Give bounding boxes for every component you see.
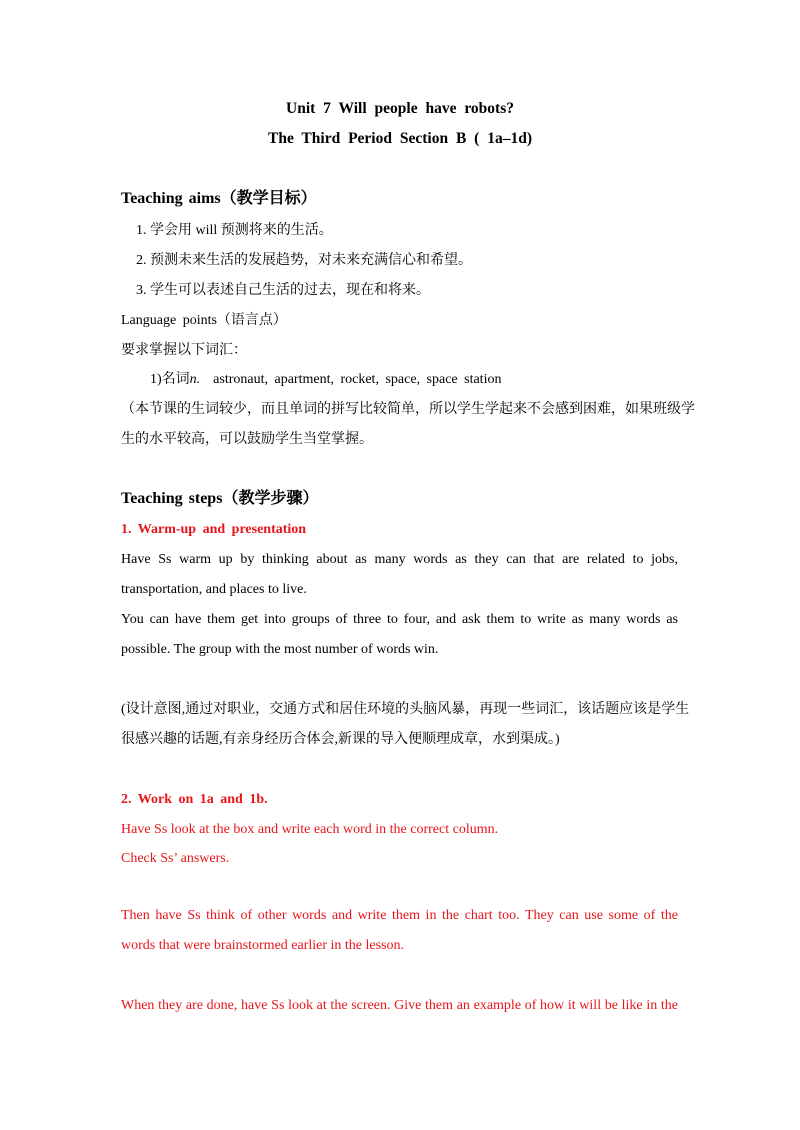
vocab-pos: n. [189, 372, 201, 387]
step2-line: Check Ss’ answers. [121, 851, 230, 866]
aim-item: 1. 学会用 will 预测将来的生活。 [136, 223, 333, 238]
vocab-list [150, 371, 501, 389]
step1-paragraph-line: You can have them get into groups of three to four, and ask them to write as many words as [121, 612, 678, 627]
vocab-note-line: （本节课的生词较少，而且单词的拼写比较简单，所以学生学起来不会感到困难，如果班级学 [121, 402, 695, 417]
step2-heading: 2. Work on 1a and 1b. [121, 792, 268, 807]
step2-paragraph-line: When they are done, have Ss look at the screen. Give them an example of how it will be like in the [121, 998, 678, 1013]
teaching-steps-heading [121, 490, 318, 508]
step1-paragraph-line: possible. The group with the most number of words win. [121, 642, 439, 657]
teaching-steps-heading-en: Teaching steps [121, 490, 223, 507]
teaching-steps-heading-cn: （教学步骤） [222, 490, 319, 507]
step1-paragraph-line: Have Ss warm up by thinking about as many words as they can that are related to jobs, [121, 552, 678, 567]
aim-item: 2. 预测未来生活的发展趋势，对未来充满信心和希望。 [136, 253, 472, 268]
step1-design-note-line: 很感兴趣的话题,有亲身经历合体会,新课的导入便顺理成章，水到渠成。) [121, 732, 560, 747]
document-subtitle: The Third Period Section B ( 1a–1d) [268, 130, 532, 147]
language-points-heading: Language points（语言点） [121, 313, 287, 328]
vocab-requirement: 要求掌握以下词汇： [121, 343, 247, 358]
step2-line: Have Ss look at the box and write each word in the correct column. [121, 822, 499, 837]
teaching-aims-heading [121, 190, 317, 208]
step1-heading: 1. Warm-up and presentation [121, 522, 307, 537]
vocab-words: astronaut, apartment, rocket, space, space station [213, 372, 502, 387]
document-title: Unit 7 Will people have robots? [286, 100, 514, 117]
step2-paragraph-line: Then have Ss think of other words and write them in the chart too. They can use some of the [121, 908, 678, 923]
step2-paragraph-line: words that were brainstormed earlier in the lesson. [121, 938, 405, 953]
aim-item: 3. 学生可以表述自己生活的过去，现在和将来。 [136, 283, 430, 298]
teaching-aims-heading-en: Teaching aims [121, 190, 221, 207]
vocab-prefix: 1)名词 [150, 372, 190, 387]
step1-design-note-line: (设计意图,通过对职业，交通方式和居住环境的头脑风暴，再现一些词汇，该话题应该是学生 [121, 702, 690, 717]
vocab-note-line: 生的水平较高，可以鼓励学生当堂掌握。 [121, 432, 373, 447]
step1-paragraph-line: transportation, and places to live. [121, 582, 307, 597]
teaching-aims-heading-cn: （教学目标） [220, 190, 317, 207]
